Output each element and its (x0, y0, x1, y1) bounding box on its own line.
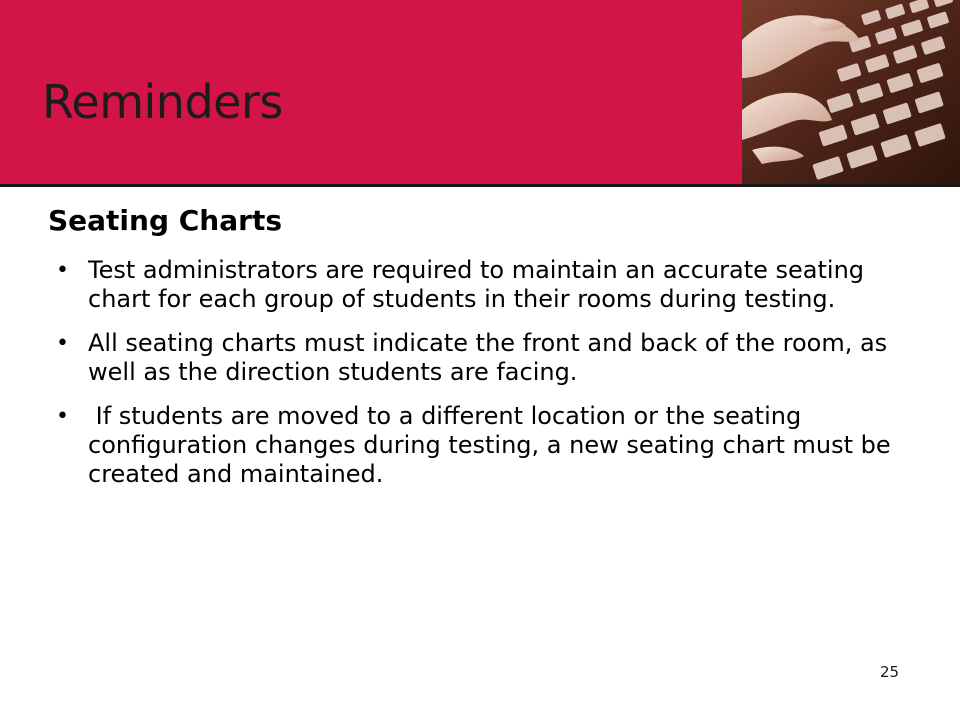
bullet-icon: • (56, 331, 69, 356)
slide-number: 25 (880, 663, 900, 681)
bullet-text: If students are moved to a different location or the seating configuration changes during testing, a new seating chart must be created and maintained. (88, 402, 899, 488)
bullet-text: Test administrators are required to maintain an accurate seating chart for each group of students in their rooms during testing. (88, 256, 872, 313)
list-item (56, 329, 916, 387)
section-heading: Seating Charts (48, 204, 282, 237)
typing-hands-keyboard-photo-icon (742, 0, 960, 184)
list-item (56, 256, 916, 314)
bullet-icon: • (56, 258, 69, 283)
header-divider (0, 184, 960, 187)
bullet-text: All seating charts must indicate the front and back of the room, as well as the direction students are facing. (88, 329, 895, 386)
bullet-list (56, 256, 916, 504)
bullet-icon: • (56, 404, 69, 429)
list-item (56, 402, 916, 489)
slide-title: Reminders (42, 75, 283, 129)
